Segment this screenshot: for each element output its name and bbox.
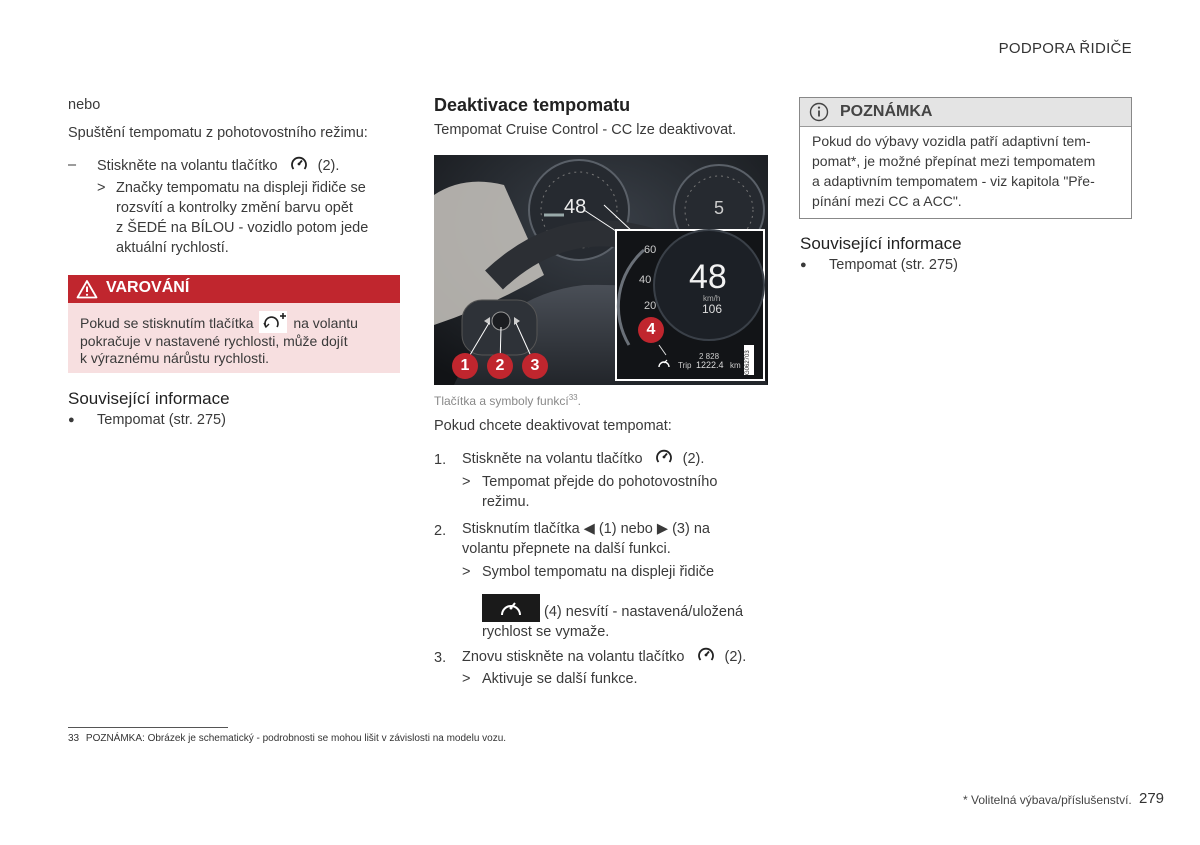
cruise-display-symbol <box>482 594 540 622</box>
result-line-with-icon <box>482 594 743 622</box>
step-3-result: Aktivuje se další funkce. <box>482 671 638 687</box>
gt-marker: > <box>462 474 471 490</box>
trip-value: 1222.4 <box>696 360 724 370</box>
nebo-text: nebo <box>68 97 101 113</box>
note-box <box>799 97 1132 219</box>
figure-caption <box>434 393 581 408</box>
warning-title: VAROVÁNÍ <box>106 279 190 296</box>
step-text: Znovu stiskněte na volantu tlačítko <box>462 649 685 665</box>
optional-equipment-note: * Volitelná výbava/příslušenství. <box>963 793 1132 807</box>
related-info-title: Související informace <box>68 389 230 408</box>
callout-4: 4 <box>638 317 664 343</box>
note-body <box>812 131 1095 211</box>
intro-text: Spuštění tempomatu z pohotovostního režimu: <box>68 125 368 141</box>
warning-triangle-icon <box>76 279 98 299</box>
related-link[interactable]: Tempomat (str. 275) <box>829 257 958 273</box>
result-line: rychlost se vymaže. <box>482 624 610 640</box>
speed-small: 48 <box>564 196 587 218</box>
note-line: a adaptivním tempomatem - viz kapitola "Pře- <box>812 173 1095 189</box>
tick-60: 60 <box>644 244 657 256</box>
step-text: volantu přepnete na další funkci. <box>462 541 671 557</box>
result-line: Značky tempomatu na displeji řidiče se <box>116 180 366 196</box>
step-number: 1. <box>434 452 447 468</box>
result-line: Symbol tempomatu na displeji řidiče <box>482 564 715 580</box>
figure-code-box <box>744 345 754 375</box>
result-line: rozsvítí a kontrolky změní barvu opět <box>116 200 353 216</box>
step-1-result <box>482 472 717 512</box>
trip-label: Trip <box>678 361 692 370</box>
related-info-title: Související informace <box>800 234 962 253</box>
warning-header <box>68 275 400 303</box>
step-2-result <box>482 562 743 642</box>
caption-end: . <box>577 394 581 408</box>
step-1 <box>462 448 704 469</box>
gt-marker: > <box>462 671 471 687</box>
step-text: Stiskněte na volantu tlačítko <box>97 158 278 174</box>
cruise-control-icon <box>482 594 540 622</box>
bullet: ● <box>68 414 75 426</box>
trip-unit: km <box>730 361 741 370</box>
footnote-divider <box>68 727 228 728</box>
warning-text: k výraznému nárůstu rychlosti. <box>80 350 270 366</box>
note-header <box>800 98 1131 127</box>
dash-marker: – <box>68 157 77 173</box>
figure-instrument-cluster <box>434 155 768 385</box>
section-subtitle: Tempomat Cruise Control - CC lze deaktivovat. <box>434 122 737 138</box>
result-line: aktuální rychlostí. <box>116 240 229 256</box>
step-number: 2. <box>434 523 447 539</box>
step-2 <box>462 519 710 559</box>
section-title: Deaktivace tempomatu <box>434 95 631 115</box>
deactivate-intro: Pokud chcete deaktivovat tempomat: <box>434 418 672 434</box>
callout-3: 3 <box>522 353 548 379</box>
footnote-number: 33 <box>68 733 80 744</box>
result-line: Tempomat přejde do pohotovostního <box>482 474 718 490</box>
step-ref: (2). <box>682 451 705 467</box>
speed-unit: km/h <box>703 294 721 303</box>
set-speed: 106 <box>702 302 723 316</box>
step-text: Stisknutím tlačítka ◀ (1) nebo ▶ (3) na <box>462 521 710 537</box>
resume-cruise-icon <box>259 311 287 333</box>
warning-text: na volantu <box>293 315 358 331</box>
figure-code: G062703 <box>745 350 751 375</box>
cruise-control-icon <box>655 448 673 466</box>
result-line: z ŠEDÉ na BÍLOU - vozidlo potom jede <box>116 220 369 236</box>
step-text: Stiskněte na volantu tlačítko <box>462 451 643 467</box>
section-header: PODPORA ŘIDIČE <box>998 40 1132 57</box>
note-title: POZNÁMKA <box>840 103 933 120</box>
step-ref: (2). <box>724 649 747 665</box>
gear-indicator: 5 <box>714 198 725 218</box>
page-number: 279 <box>1139 790 1165 807</box>
speed-main: 48 <box>689 258 727 296</box>
tick-20: 20 <box>644 300 657 312</box>
note-line: Pokud do výbavy vozidla patří adaptivní tem- <box>812 133 1091 149</box>
gt-marker: > <box>97 180 106 196</box>
gt-marker: > <box>462 564 471 580</box>
info-icon <box>809 102 829 122</box>
tick-40: 40 <box>639 274 652 286</box>
cruise-control-icon <box>697 646 715 664</box>
caption-text: Tlačítka a symboly funkcí <box>434 394 569 408</box>
step-instruction <box>97 155 339 176</box>
step-3 <box>462 646 746 667</box>
note-line: pomat*, je možné přepínat mezi tempomatem <box>812 153 1096 169</box>
result-line: režimu. <box>482 494 530 510</box>
footnote <box>68 733 506 744</box>
caption-footnote-ref: 33 <box>568 393 578 402</box>
warning-body <box>68 303 400 373</box>
cruise-control-icon <box>290 155 308 173</box>
odometer: 2 828 <box>699 352 720 361</box>
callout-2: 2 <box>487 353 513 379</box>
step-number: 3. <box>434 650 447 666</box>
related-link[interactable]: Tempomat (str. 275) <box>97 412 226 428</box>
note-line: pínání mezi CC a ACC". <box>812 193 962 209</box>
warning-text: Pokud se stisknutím tlačítka <box>80 315 254 331</box>
footnote-text: POZNÁMKA: Obrázek je schematický - podrobnosti se mohou lišit v závislosti na modelu vozu. <box>85 733 507 744</box>
bullet: ● <box>800 259 807 271</box>
warning-text: pokračuje v nastavené rychlosti, může dojít <box>80 333 348 349</box>
result-text <box>116 178 368 258</box>
step-ref: (2). <box>317 158 340 174</box>
result-text: (4) nesvítí - nastavená/uložená <box>544 604 744 620</box>
callout-1: 1 <box>452 353 478 379</box>
